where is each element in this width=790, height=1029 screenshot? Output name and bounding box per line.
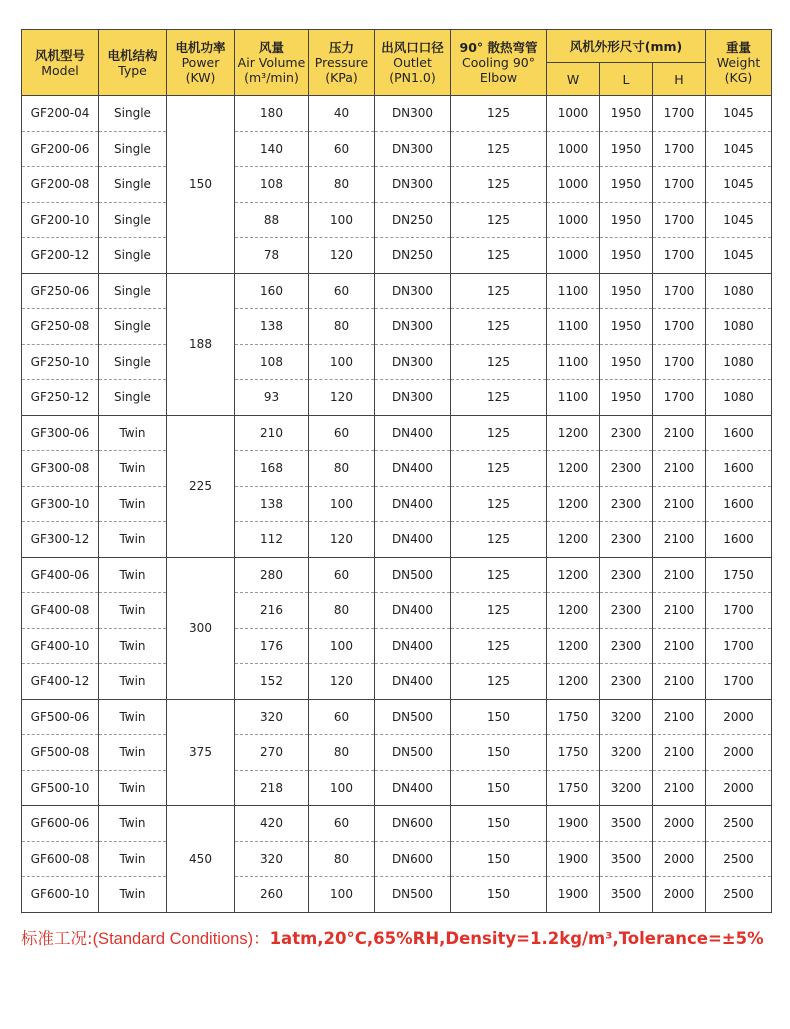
- table-row: [22, 841, 772, 877]
- cell-type: Single: [99, 238, 167, 274]
- table-row: [22, 273, 772, 309]
- cell-dim-h: 1700: [653, 131, 706, 167]
- cell-air-volume: 320: [235, 841, 309, 877]
- table-header: [22, 30, 772, 96]
- cell-dim-h: 1700: [653, 238, 706, 274]
- cell-type: Single: [99, 131, 167, 167]
- cell-dim-w: 1000: [547, 238, 600, 274]
- cell-pressure: 100: [309, 628, 375, 664]
- cell-pressure: 60: [309, 806, 375, 842]
- cell-outlet: DN500: [375, 735, 451, 771]
- cell-type: Single: [99, 167, 167, 203]
- cell-pressure: 100: [309, 344, 375, 380]
- cell-dim-w: 1100: [547, 273, 600, 309]
- cell-dim-h: 2100: [653, 699, 706, 735]
- cell-dim-l: 2300: [600, 486, 653, 522]
- cell-air-volume: 320: [235, 699, 309, 735]
- cell-outlet: DN300: [375, 131, 451, 167]
- cell-elbow: 125: [451, 628, 547, 664]
- cell-elbow: 125: [451, 344, 547, 380]
- cell-pressure: 100: [309, 486, 375, 522]
- cell-weight: 1080: [706, 344, 772, 380]
- cell-pressure: 60: [309, 415, 375, 451]
- cell-model: GF600-10: [22, 877, 99, 913]
- table-row: [22, 344, 772, 380]
- cell-air-volume: 138: [235, 309, 309, 345]
- cell-model: GF600-06: [22, 806, 99, 842]
- cell-weight: 1080: [706, 380, 772, 416]
- cell-weight: 2500: [706, 806, 772, 842]
- cell-elbow: 150: [451, 841, 547, 877]
- cell-model: GF400-12: [22, 664, 99, 700]
- cell-dim-h: 1700: [653, 309, 706, 345]
- cell-dim-l: 2300: [600, 593, 653, 629]
- cell-elbow: 125: [451, 96, 547, 132]
- cell-dim-h: 2100: [653, 770, 706, 806]
- cell-air-volume: 210: [235, 415, 309, 451]
- cell-dim-h: 1700: [653, 380, 706, 416]
- cell-elbow: 125: [451, 522, 547, 558]
- cell-dim-h: 2100: [653, 628, 706, 664]
- cell-elbow: 125: [451, 380, 547, 416]
- header-pressure: 压力 Pressure (KPa): [309, 30, 375, 96]
- cell-type: Single: [99, 96, 167, 132]
- cell-weight: 1600: [706, 522, 772, 558]
- table-row: [22, 735, 772, 771]
- cell-dim-w: 1900: [547, 877, 600, 913]
- table-row: [22, 380, 772, 416]
- cell-dim-l: 3200: [600, 699, 653, 735]
- cell-dim-l: 2300: [600, 522, 653, 558]
- cell-dim-h: 1700: [653, 167, 706, 203]
- cell-elbow: 125: [451, 202, 547, 238]
- cell-power: 225: [167, 415, 235, 557]
- cell-type: Twin: [99, 877, 167, 913]
- cell-type: Twin: [99, 628, 167, 664]
- cell-dim-w: 1200: [547, 628, 600, 664]
- cell-outlet: DN500: [375, 877, 451, 913]
- cell-air-volume: 270: [235, 735, 309, 771]
- table-row: [22, 451, 772, 487]
- cell-pressure: 60: [309, 273, 375, 309]
- cell-outlet: DN300: [375, 273, 451, 309]
- cell-type: Single: [99, 202, 167, 238]
- cell-dim-h: 1700: [653, 96, 706, 132]
- cell-type: Single: [99, 380, 167, 416]
- cell-model: GF200-10: [22, 202, 99, 238]
- cell-dim-l: 1950: [600, 344, 653, 380]
- cell-weight: 1750: [706, 557, 772, 593]
- table-row: [22, 664, 772, 700]
- cell-air-volume: 108: [235, 167, 309, 203]
- cell-pressure: 80: [309, 451, 375, 487]
- cell-elbow: 125: [451, 415, 547, 451]
- cell-pressure: 60: [309, 699, 375, 735]
- cell-weight: 1600: [706, 451, 772, 487]
- cell-elbow: 125: [451, 664, 547, 700]
- cell-outlet: DN400: [375, 415, 451, 451]
- cell-pressure: 100: [309, 202, 375, 238]
- cell-dim-h: 2000: [653, 841, 706, 877]
- cell-dim-l: 2300: [600, 415, 653, 451]
- note-prefix-zh: 标准工况:: [21, 929, 93, 948]
- header-air-volume: 风量 Air Volume (m³/min): [235, 30, 309, 96]
- cell-pressure: 80: [309, 309, 375, 345]
- cell-outlet: DN400: [375, 770, 451, 806]
- cell-elbow: 150: [451, 806, 547, 842]
- cell-weight: 1700: [706, 628, 772, 664]
- cell-dim-l: 2300: [600, 628, 653, 664]
- cell-air-volume: 168: [235, 451, 309, 487]
- cell-weight: 2000: [706, 699, 772, 735]
- cell-model: GF250-12: [22, 380, 99, 416]
- header-model: 风机型号 Model: [22, 30, 99, 96]
- cell-air-volume: 420: [235, 806, 309, 842]
- cell-dim-w: 1100: [547, 344, 600, 380]
- cell-power: 300: [167, 557, 235, 699]
- cell-power: 375: [167, 699, 235, 806]
- cell-model: GF400-08: [22, 593, 99, 629]
- cell-model: GF600-08: [22, 841, 99, 877]
- cell-air-volume: 140: [235, 131, 309, 167]
- cell-outlet: DN400: [375, 522, 451, 558]
- cell-model: GF200-08: [22, 167, 99, 203]
- cell-elbow: 125: [451, 131, 547, 167]
- cell-outlet: DN300: [375, 167, 451, 203]
- cell-pressure: 40: [309, 96, 375, 132]
- header-type: 电机结构 Type: [99, 30, 167, 96]
- table-row: [22, 202, 772, 238]
- cell-dim-h: 2100: [653, 557, 706, 593]
- cell-dim-l: 1950: [600, 131, 653, 167]
- cell-type: Twin: [99, 593, 167, 629]
- cell-dim-w: 1100: [547, 380, 600, 416]
- note-prefix-en: (Standard Conditions)：: [92, 930, 270, 948]
- cell-air-volume: 112: [235, 522, 309, 558]
- cell-elbow: 125: [451, 309, 547, 345]
- cell-type: Twin: [99, 451, 167, 487]
- cell-type: Twin: [99, 770, 167, 806]
- cell-dim-w: 1200: [547, 557, 600, 593]
- cell-dim-l: 3200: [600, 735, 653, 771]
- cell-pressure: 80: [309, 735, 375, 771]
- cell-dim-h: 1700: [653, 202, 706, 238]
- cell-elbow: 125: [451, 238, 547, 274]
- standard-conditions-note: [21, 925, 764, 949]
- table-row: [22, 96, 772, 132]
- header-dim-h: H: [653, 63, 706, 96]
- cell-air-volume: 180: [235, 96, 309, 132]
- cell-air-volume: 280: [235, 557, 309, 593]
- cell-dim-w: 1750: [547, 735, 600, 771]
- cell-outlet: DN400: [375, 593, 451, 629]
- cell-power: 450: [167, 806, 235, 913]
- cell-dim-w: 1200: [547, 451, 600, 487]
- cell-dim-h: 2100: [653, 451, 706, 487]
- cell-type: Twin: [99, 522, 167, 558]
- table-row: [22, 806, 772, 842]
- table-body: [22, 96, 772, 913]
- cell-air-volume: 78: [235, 238, 309, 274]
- cell-air-volume: 93: [235, 380, 309, 416]
- cell-dim-l: 1950: [600, 273, 653, 309]
- cell-dim-l: 2300: [600, 451, 653, 487]
- cell-outlet: DN250: [375, 238, 451, 274]
- cell-elbow: 125: [451, 593, 547, 629]
- cell-elbow: 125: [451, 451, 547, 487]
- table-row: [22, 877, 772, 913]
- cell-dim-h: 2000: [653, 806, 706, 842]
- cell-model: GF200-04: [22, 96, 99, 132]
- cell-elbow: 150: [451, 877, 547, 913]
- cell-outlet: DN300: [375, 309, 451, 345]
- cell-pressure: 120: [309, 380, 375, 416]
- cell-weight: 2000: [706, 770, 772, 806]
- cell-dim-l: 2300: [600, 557, 653, 593]
- cell-outlet: DN250: [375, 202, 451, 238]
- header-outlet: 出风口口径 Outlet (PN1.0): [375, 30, 451, 96]
- cell-pressure: 80: [309, 593, 375, 629]
- cell-air-volume: 176: [235, 628, 309, 664]
- cell-elbow: 125: [451, 557, 547, 593]
- cell-dim-h: 1700: [653, 273, 706, 309]
- cell-dim-w: 1750: [547, 699, 600, 735]
- cell-type: Twin: [99, 841, 167, 877]
- table-row: [22, 131, 772, 167]
- cell-dim-l: 3200: [600, 770, 653, 806]
- cell-dim-w: 1200: [547, 486, 600, 522]
- cell-model: GF400-10: [22, 628, 99, 664]
- header-dim-w: W: [547, 63, 600, 96]
- cell-outlet: DN600: [375, 806, 451, 842]
- cell-type: Twin: [99, 557, 167, 593]
- cell-dim-w: 1200: [547, 593, 600, 629]
- cell-model: GF400-06: [22, 557, 99, 593]
- table-row: [22, 557, 772, 593]
- cell-elbow: 150: [451, 770, 547, 806]
- cell-power: 150: [167, 96, 235, 274]
- header-dimensions: 风机外形尺寸(mm): [547, 30, 706, 63]
- cell-elbow: 125: [451, 273, 547, 309]
- cell-model: GF300-10: [22, 486, 99, 522]
- cell-dim-h: 2000: [653, 877, 706, 913]
- cell-weight: 2500: [706, 841, 772, 877]
- cell-type: Single: [99, 309, 167, 345]
- cell-pressure: 80: [309, 167, 375, 203]
- cell-dim-w: 1200: [547, 522, 600, 558]
- table-row: [22, 238, 772, 274]
- cell-outlet: DN400: [375, 486, 451, 522]
- cell-model: GF200-06: [22, 131, 99, 167]
- cell-air-volume: 152: [235, 664, 309, 700]
- cell-dim-w: 1900: [547, 806, 600, 842]
- cell-elbow: 125: [451, 167, 547, 203]
- cell-dim-h: 2100: [653, 415, 706, 451]
- cell-model: GF200-12: [22, 238, 99, 274]
- cell-elbow: 150: [451, 735, 547, 771]
- table-row: [22, 593, 772, 629]
- cell-type: Single: [99, 273, 167, 309]
- cell-type: Twin: [99, 486, 167, 522]
- cell-model: GF300-08: [22, 451, 99, 487]
- cell-elbow: 150: [451, 699, 547, 735]
- cell-model: GF500-08: [22, 735, 99, 771]
- cell-type: Twin: [99, 664, 167, 700]
- table-row: [22, 167, 772, 203]
- cell-dim-l: 1950: [600, 96, 653, 132]
- cell-type: Twin: [99, 415, 167, 451]
- cell-model: GF500-06: [22, 699, 99, 735]
- cell-air-volume: 160: [235, 273, 309, 309]
- cell-dim-l: 1950: [600, 238, 653, 274]
- cell-type: Twin: [99, 806, 167, 842]
- table-row: [22, 522, 772, 558]
- cell-pressure: 120: [309, 238, 375, 274]
- cell-pressure: 120: [309, 664, 375, 700]
- cell-air-volume: 108: [235, 344, 309, 380]
- cell-dim-h: 2100: [653, 486, 706, 522]
- cell-weight: 1045: [706, 202, 772, 238]
- cell-dim-l: 2300: [600, 664, 653, 700]
- table-row: [22, 486, 772, 522]
- cell-outlet: DN400: [375, 628, 451, 664]
- cell-dim-w: 1200: [547, 664, 600, 700]
- cell-outlet: DN300: [375, 344, 451, 380]
- cell-dim-l: 1950: [600, 380, 653, 416]
- note-conditions: 1atm,20°C,65%RH,Density=1.2kg/m³,Tolerance=±5%: [269, 929, 764, 948]
- cell-dim-w: 1000: [547, 167, 600, 203]
- cell-weight: 1045: [706, 238, 772, 274]
- header-dim-l: L: [600, 63, 653, 96]
- cell-dim-h: 2100: [653, 593, 706, 629]
- cell-weight: 2500: [706, 877, 772, 913]
- cell-air-volume: 260: [235, 877, 309, 913]
- cell-outlet: DN400: [375, 664, 451, 700]
- cell-air-volume: 216: [235, 593, 309, 629]
- cell-outlet: DN500: [375, 699, 451, 735]
- table-row: [22, 628, 772, 664]
- cell-dim-l: 1950: [600, 309, 653, 345]
- cell-dim-w: 1000: [547, 131, 600, 167]
- table-row: [22, 699, 772, 735]
- cell-pressure: 120: [309, 522, 375, 558]
- cell-model: GF250-10: [22, 344, 99, 380]
- cell-elbow: 125: [451, 486, 547, 522]
- cell-pressure: 100: [309, 877, 375, 913]
- cell-dim-h: 2100: [653, 735, 706, 771]
- cell-weight: 2000: [706, 735, 772, 771]
- cell-model: GF500-10: [22, 770, 99, 806]
- cell-dim-l: 1950: [600, 202, 653, 238]
- cell-dim-h: 2100: [653, 664, 706, 700]
- cell-dim-h: 1700: [653, 344, 706, 380]
- cell-pressure: 80: [309, 841, 375, 877]
- cell-dim-l: 3500: [600, 841, 653, 877]
- cell-air-volume: 218: [235, 770, 309, 806]
- cell-model: GF300-12: [22, 522, 99, 558]
- cell-weight: 1080: [706, 273, 772, 309]
- header-power: 电机功率 Power (KW): [167, 30, 235, 96]
- table-row: [22, 770, 772, 806]
- cell-dim-w: 1100: [547, 309, 600, 345]
- cell-weight: 1600: [706, 486, 772, 522]
- spec-table: [21, 29, 772, 913]
- cell-weight: 1700: [706, 664, 772, 700]
- cell-weight: 1045: [706, 96, 772, 132]
- cell-dim-w: 1000: [547, 202, 600, 238]
- cell-dim-h: 2100: [653, 522, 706, 558]
- cell-model: GF250-08: [22, 309, 99, 345]
- cell-dim-l: 3500: [600, 806, 653, 842]
- cell-air-volume: 88: [235, 202, 309, 238]
- header-elbow: 90° 散热弯管 Cooling 90° Elbow: [451, 30, 547, 96]
- cell-type: Twin: [99, 735, 167, 771]
- cell-type: Single: [99, 344, 167, 380]
- cell-dim-w: 1200: [547, 415, 600, 451]
- cell-air-volume: 138: [235, 486, 309, 522]
- cell-pressure: 100: [309, 770, 375, 806]
- cell-dim-w: 1000: [547, 96, 600, 132]
- cell-dim-l: 3500: [600, 877, 653, 913]
- cell-weight: 1045: [706, 167, 772, 203]
- cell-outlet: DN400: [375, 451, 451, 487]
- cell-dim-l: 1950: [600, 167, 653, 203]
- cell-model: GF300-06: [22, 415, 99, 451]
- cell-weight: 1600: [706, 415, 772, 451]
- cell-weight: 1700: [706, 593, 772, 629]
- cell-model: GF250-06: [22, 273, 99, 309]
- cell-weight: 1080: [706, 309, 772, 345]
- cell-dim-w: 1900: [547, 841, 600, 877]
- cell-outlet: DN300: [375, 380, 451, 416]
- cell-weight: 1045: [706, 131, 772, 167]
- table-row: [22, 309, 772, 345]
- cell-outlet: DN300: [375, 96, 451, 132]
- cell-outlet: DN600: [375, 841, 451, 877]
- cell-dim-w: 1750: [547, 770, 600, 806]
- cell-type: Twin: [99, 699, 167, 735]
- cell-outlet: DN500: [375, 557, 451, 593]
- header-weight: 重量 Weight (KG): [706, 30, 772, 96]
- cell-pressure: 60: [309, 557, 375, 593]
- table-row: [22, 415, 772, 451]
- cell-pressure: 60: [309, 131, 375, 167]
- cell-power: 188: [167, 273, 235, 415]
